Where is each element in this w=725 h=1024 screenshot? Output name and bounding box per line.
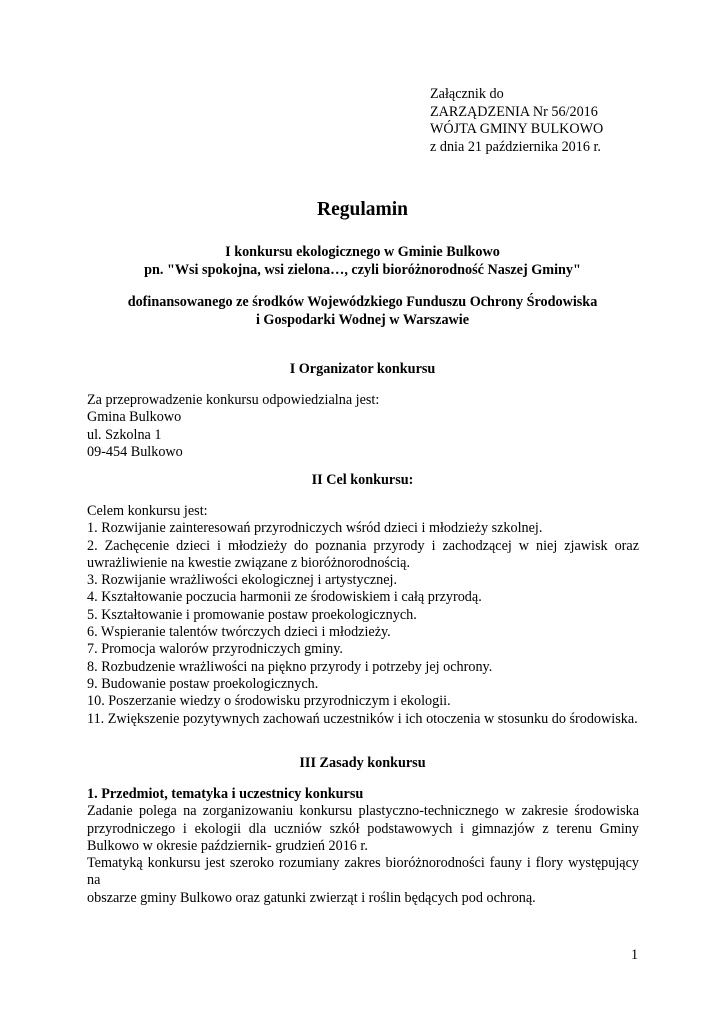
goal-item: 8. Rozbudzenie wrażliwości na piękno przyrody i potrzeby jej ochrony.	[87, 658, 493, 675]
goals-intro: Celem konkursu jest:	[87, 503, 208, 519]
rules-paragraph-line: Zadanie polega na zorganizowaniu konkursu plastyczno-technicznego w zakresie środowiska	[87, 803, 639, 820]
goal-item: 9. Budowanie postaw proekologicznych.	[87, 675, 319, 692]
section-3-body	[87, 786, 639, 907]
subtitle-line-2: pn. "Wsi spokojna, wsi zielona…, czyli bioróżnorodność Naszej Gminy"	[144, 261, 581, 278]
organizer-line: ul. Szkolna 1	[87, 426, 162, 443]
organizer-line: Gmina Bulkowo	[87, 409, 182, 426]
funding-note	[0, 294, 725, 329]
funding-line-2: i Gospodarki Wodnej w Warszawie	[255, 311, 470, 328]
goal-item: 6. Wspieranie talentów twórczych dzieci i młodzieży.	[87, 624, 391, 641]
goal-item: 2. Zachęcenie dzieci i młodzieży do poznania przyrody i zachodzącej w niej zjawisk oraz	[87, 537, 639, 554]
section-1-heading-text: I Organizator konkursu	[289, 361, 436, 377]
section-1-body	[87, 392, 639, 461]
section-2-body	[87, 503, 639, 728]
goal-item: 4. Kształtowanie poczucia harmonii ze środowiskiem i całą przyrodą.	[87, 589, 482, 606]
section-3-heading-text: III Zasady konkursu	[299, 755, 426, 771]
funding-line-1: dofinansowanego ze środków Wojewódzkiego Funduszu Ochrony Środowiska	[127, 294, 598, 310]
organizer-line: 09-454 Bulkowo	[87, 443, 183, 460]
rules-paragraph-line: przyrodniczego i ekologii dla uczniów szkół podstawowych i gimnazjów z terenu Gminy	[87, 820, 639, 837]
page-number: 1	[631, 947, 639, 963]
subtitle-line-1: I konkursu ekologicznego w Gminie Bulkowo	[225, 244, 500, 260]
goal-item: 10. Poszerzanie wiedzy o środowisku przyrodniczym i ekologii.	[87, 693, 451, 710]
section-3-heading	[0, 755, 725, 773]
section-1-heading	[0, 361, 725, 379]
attachment-line-1: Załącznik do	[430, 86, 504, 102]
goal-item: 1. Rozwijanie zainteresowań przyrodniczych wśród dzieci i młodzieży szkolnej.	[87, 520, 543, 537]
organizer-line: Za przeprowadzenie konkursu odpowiedzialna jest:	[87, 392, 380, 408]
attachment-line-4: z dnia 21 października 2016 r.	[430, 138, 601, 155]
document-subtitle	[0, 244, 725, 279]
rules-paragraph-line: Bulkowo w okresie październik- grudzień 2016 r.	[87, 837, 368, 854]
section-3-subheading: 1. Przedmiot, tematyka i uczestnicy konkursu	[87, 786, 364, 802]
goal-item: 5. Kształtowanie i promowanie postaw proekologicznych.	[87, 606, 417, 623]
attachment-line-3: WÓJTA GMINY BULKOWO	[430, 121, 604, 137]
goal-item: 11. Zwiększenie pozytywnych zachowań uczestników i ich otoczenia w stosunku do środowiska.	[87, 710, 638, 727]
document-title: Regulamin	[316, 199, 408, 220]
section-2-heading-text: II Cel konkursu:	[311, 472, 414, 488]
section-2-heading	[0, 472, 725, 490]
goal-item: 3. Rozwijanie wrażliwości ekologicznej i artystycznej.	[87, 572, 398, 589]
rules-paragraph-line: obszarze gminy Bulkowo oraz gatunki zwierząt i roślin będących pod ochroną.	[87, 889, 536, 906]
goal-item: uwrażliwienie na kwestie związane z bioróżnorodnością.	[87, 554, 411, 571]
goal-item: 7. Promocja walorów przyrodniczych gminy.	[87, 641, 343, 658]
rules-paragraph-line: Tematyką konkursu jest szeroko rozumiany zakres bioróżnorodności fauny i flory występujący na	[87, 855, 639, 889]
attachment-header	[430, 86, 603, 156]
attachment-line-2: ZARZĄDZENIA Nr 56/2016	[430, 103, 598, 120]
